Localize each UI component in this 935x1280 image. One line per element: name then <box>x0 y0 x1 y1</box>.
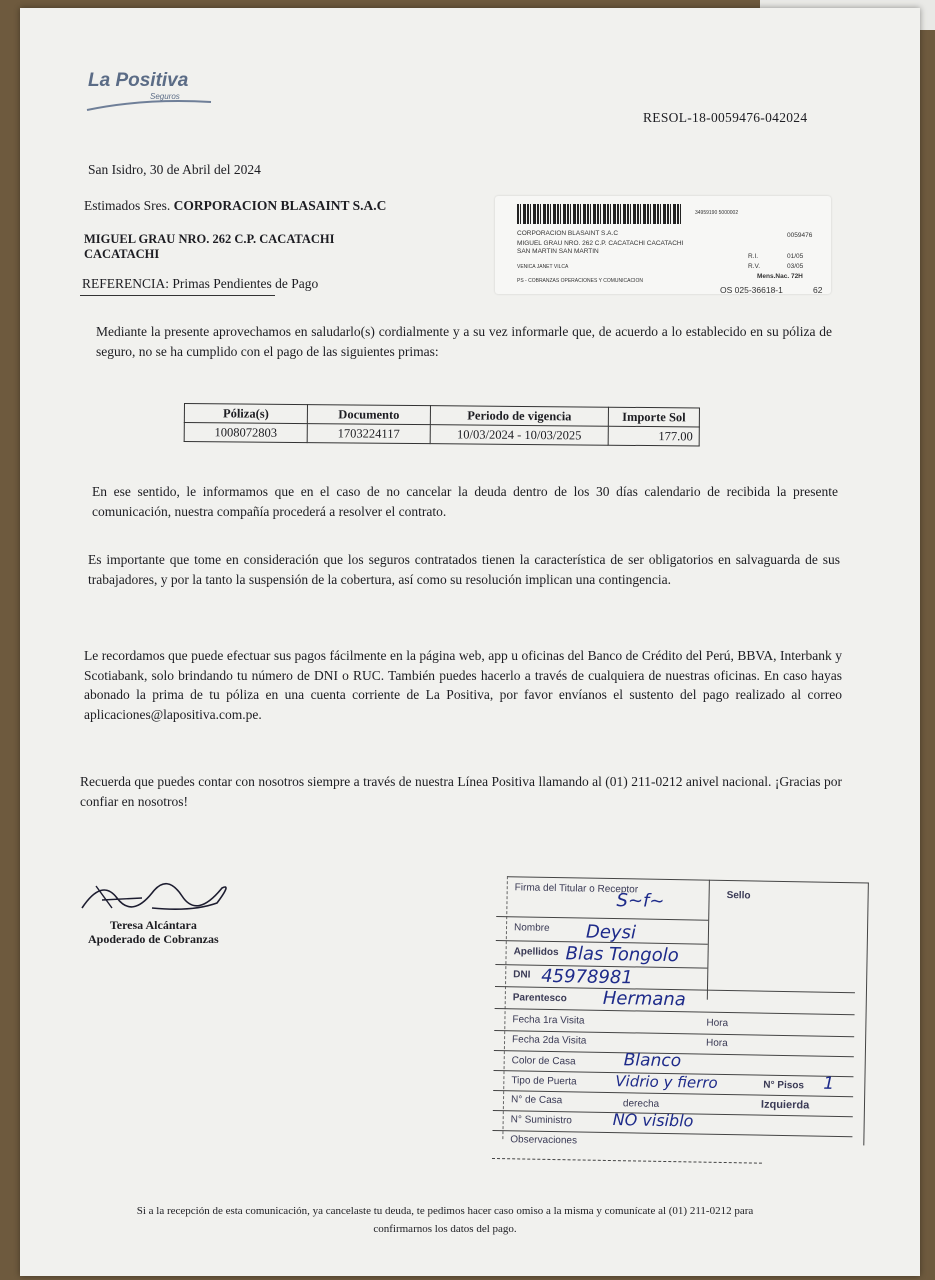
reception-stamp <box>492 872 869 1168</box>
premiums-table <box>184 403 700 447</box>
label-line-4: VENICA JANET VILCA <box>517 264 569 270</box>
barcode-icon <box>517 204 682 224</box>
stamp-hora1-label: Hora <box>706 1017 729 1030</box>
label-ri-label: R.I. <box>748 253 759 260</box>
reference-underline <box>80 295 275 296</box>
stamp-casa-num-label: N° de Casa <box>510 1094 563 1107</box>
label-rv: 03/05 <box>787 263 804 270</box>
label-os-number: 62 <box>813 285 823 295</box>
label-os: OS 025-36618-1 <box>720 285 783 295</box>
resolution-number: RESOL-18-0059476-042024 <box>643 110 808 125</box>
stamp-casa-label: Color de Casa <box>511 1055 576 1068</box>
label-number: 0059476 <box>787 232 813 239</box>
label-ri: 01/05 <box>787 253 804 260</box>
stamp-casa-value: Blanco <box>623 1050 682 1072</box>
stamp-signature-hw: S~f~ <box>616 890 665 912</box>
label-line-2: MIGUEL GRAU NRO. 262 C.P. CACATACHI CACATACHI <box>517 240 684 247</box>
stamp-apellidos-value: Blas Tongolo <box>565 943 679 967</box>
paragraph-obligation: Es importante que tome en consideración que los seguros contratados tienen la característica de ser obligatorios en salvaguarda de sus trabajadores, y por la tanto la suspensión de la cobertura, así como su resolución implican una contingencia. <box>88 552 840 587</box>
stamp-dni-label: DNI <box>513 969 531 981</box>
handwritten-signature <box>72 868 242 916</box>
footer-note: Si a la recepción de esta comunicación, ya cancelaste tu deuda, te pedimos hacer caso omiso a la misma y comunícate al (01) 211-0212 para confirmarnos los datos del pago. <box>136 1205 754 1235</box>
stamp-pisos-label: N° Pisos <box>763 1079 805 1092</box>
shipping-label <box>495 196 831 294</box>
table-cell-period: 10/03/2024 - 10/03/2025 <box>430 425 608 446</box>
label-line-5: PS - COBRANZAS OPERACIONES Y COMUNICACION <box>517 278 643 284</box>
stamp-hora2-label: Hora <box>705 1037 728 1050</box>
greeting-prefix: Estimados Sres. <box>84 198 171 213</box>
stamp-sello-label: Sello <box>726 890 751 902</box>
paragraph-payment: Le recordamos que puede efectuar sus pagos fácilmente en la página web, app u oficinas del Banco de Crédito del Perú, BBVA, Interbank y Scotiabank, solo brindando tu número de DNI o RUC. También puedes hacerlo a través de cualquiera de nuestras oficinas. En caso hayas abonado la prima de tu póliza en una cuenta corriente de La Positiva, por favor envíanos el sustento del pago realizado al correo aplicaciones@lapositiva.com.pe. <box>84 648 842 722</box>
table-header: Periodo de vigencia <box>430 406 608 427</box>
stamp-firma-label: Firma del Titular o Receptor <box>514 882 639 896</box>
stamp-suministro-value: NO visiblo <box>612 1110 694 1131</box>
stamp-nombre-label: Nombre <box>513 922 550 934</box>
stamp-visita1-label: Fecha 1ra Visita <box>512 1014 585 1027</box>
recipient-address: MIGUEL GRAU NRO. 262 C.P. CACATACHI CACATACHI <box>84 232 335 261</box>
stamp-puerta-label: Tipo de Puerta <box>511 1075 577 1088</box>
table-cell-policy: 1008072803 <box>184 423 307 443</box>
table-header: Importe Sol <box>608 407 699 427</box>
table-cell-amount: 177.00 <box>608 426 699 446</box>
paragraph-contact: Recuerda que puedes contar con nosotros siempre a través de nuestra Línea Positiva llamando al (01) 211-0212 anivel nacional. ¡Gracias por confiar en nosotros! <box>80 774 842 809</box>
table-header: Documento <box>307 405 430 425</box>
label-rv-label: R.V. <box>748 263 761 270</box>
recipient-company: CORPORACION BLASAINT S.A.C <box>173 198 387 213</box>
stamp-nombre-value: Deysi <box>585 921 637 944</box>
paragraph-deadline: En ese sentido, le informamos que en el caso de no cancelar la deuda dentro de los 30 días calendario de recibida la presente comunicación, nuestra compañía procederá a resolver el contrato. <box>92 484 838 519</box>
table-cell-document: 1703224117 <box>307 424 430 444</box>
stamp-izquierda-label: Izquierda <box>760 1098 810 1112</box>
label-small-code: 34959190 5000002 <box>695 210 739 216</box>
company-logo-subtitle: Seguros <box>150 92 180 101</box>
stamp-visita2-label: Fecha 2da Visita <box>511 1034 587 1047</box>
stamp-dni-value: 45978981 <box>541 965 633 989</box>
stamp-obs-label: Observaciones <box>510 1134 578 1147</box>
signer-title: Apoderado de Cobranzas <box>88 932 219 946</box>
stamp-parentesco-value: Hermana <box>602 987 686 1011</box>
stamp-pisos-value: 1 <box>823 1073 835 1094</box>
signer-block <box>88 918 219 946</box>
label-line-3: SAN MARTIN SAN MARTIN <box>517 248 599 255</box>
stamp-parentesco-label: Parentesco <box>512 992 567 1005</box>
stamp-puerta-value: Vidrio y fierro <box>615 1072 718 1092</box>
letter-date: San Isidro, 30 de Abril del 2024 <box>88 162 261 177</box>
table-header: Póliza(s) <box>184 404 307 424</box>
reference-line: REFERENCIA: Primas Pendientes de Pago <box>82 276 319 291</box>
intro-paragraph: Mediante la presente aprovechamos en saludarlo(s) cordialmente y a su vez informarle que, de acuerdo a lo establecido en su póliza de seguro, no se ha cumplido con el pago de las siguientes primas: <box>96 324 832 359</box>
company-logo: La Positiva <box>88 70 189 91</box>
label-line-1: CORPORACION BLASAINT S.A.C <box>517 230 619 237</box>
label-mens: Mens.Nac. 72H <box>757 273 803 280</box>
greeting <box>84 198 386 214</box>
stamp-apellidos-label: Apellidos <box>513 946 559 959</box>
logo-swoosh-icon <box>85 96 215 112</box>
signer-name: Teresa Alcántara <box>109 918 197 932</box>
stamp-derecha-label: derecha <box>622 1098 660 1110</box>
stamp-suministro-label: N° Suministro <box>510 1114 573 1127</box>
